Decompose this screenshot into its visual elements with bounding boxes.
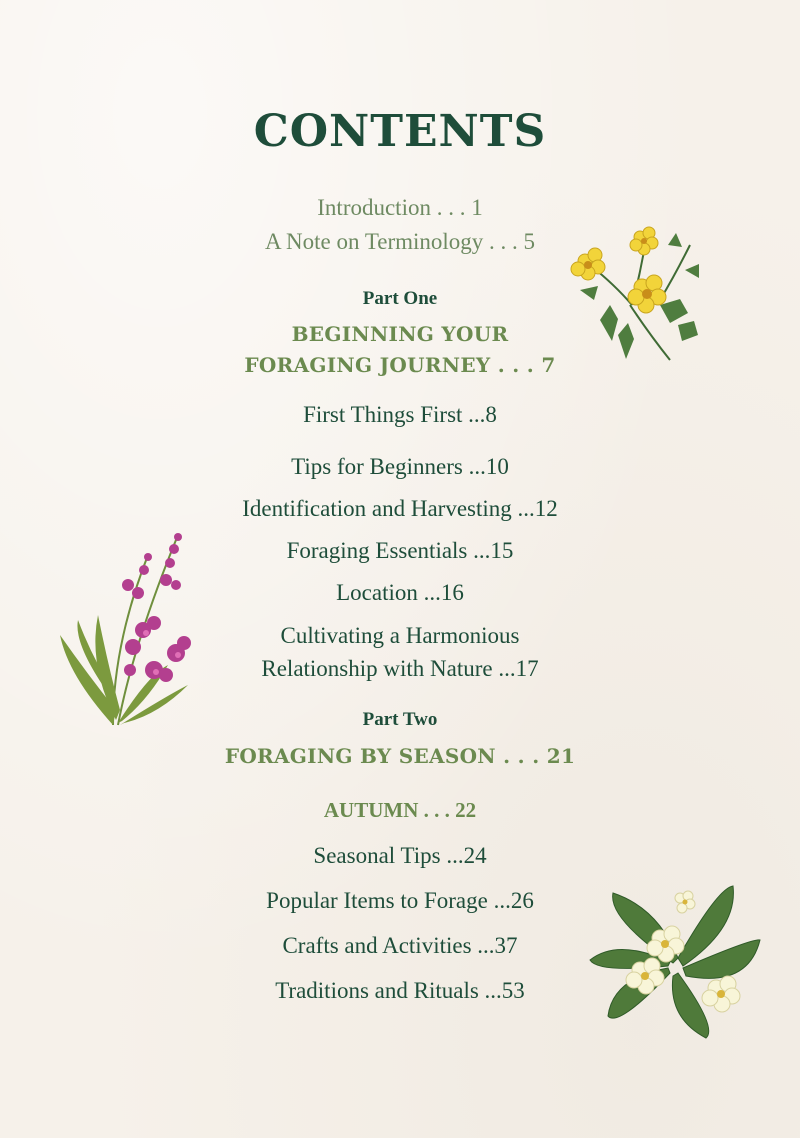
buttercup-illustration xyxy=(560,225,710,375)
toc-entry[interactable]: Popular Items to Forage ...26 xyxy=(266,888,534,913)
toc-entry[interactable]: Tips for Beginners ...10 xyxy=(291,454,509,479)
toc-entry[interactable]: Location ...16 xyxy=(336,580,464,605)
season-heading[interactable]: AUTUMN . . . 22 xyxy=(323,798,477,822)
part-two-label: Part Two xyxy=(362,709,438,730)
part-one-label: Part One xyxy=(362,288,438,309)
toc-entry[interactable]: First Things First ...8 xyxy=(303,402,497,427)
toc-entry[interactable]: Seasonal Tips ...24 xyxy=(313,843,487,868)
toc-entry-line1[interactable]: Cultivating a Harmonious xyxy=(280,623,520,648)
toc-entry[interactable]: Identification and Harvesting ...12 xyxy=(242,496,558,521)
toc-entry-line2[interactable]: Relationship with Nature ...17 xyxy=(261,656,539,681)
primrose-illustration xyxy=(588,878,763,1043)
toc-entry[interactable]: Crafts and Activities ...37 xyxy=(282,933,518,958)
part-one-title-line1[interactable]: BEGINNING YOUR xyxy=(291,322,509,346)
fireweed-illustration xyxy=(58,525,198,730)
toc-entry[interactable]: Foraging Essentials ...15 xyxy=(286,538,514,563)
toc-entry[interactable]: Traditions and Rituals ...53 xyxy=(275,978,525,1003)
toc-entry-terminology[interactable]: A Note on Terminology . . . 5 xyxy=(264,229,536,254)
toc-entry-introduction[interactable]: Introduction . . . 1 xyxy=(317,195,483,220)
page-title: CONTENTS xyxy=(253,106,547,157)
part-one-title-line2[interactable]: FORAGING JOURNEY . . . 7 xyxy=(244,353,556,377)
part-two-title[interactable]: FORAGING BY SEASON . . . 21 xyxy=(224,744,576,768)
